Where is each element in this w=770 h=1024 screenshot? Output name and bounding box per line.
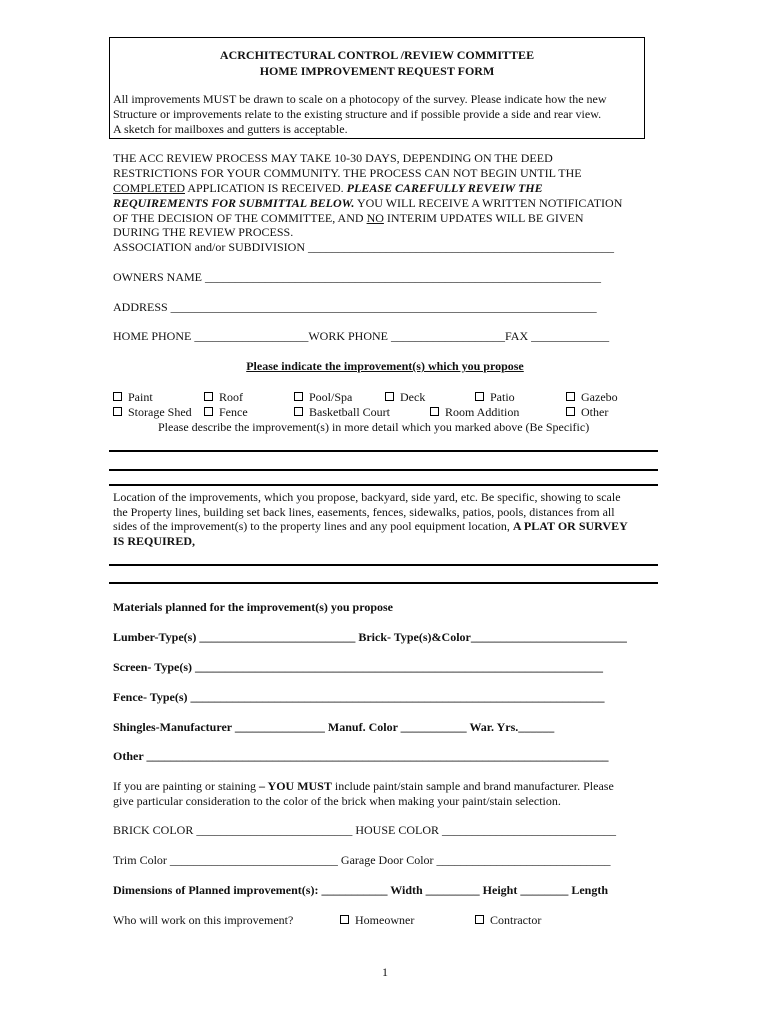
- notice-line1: THE ACC REVIEW PROCESS MAY TAKE 10-30 DAYS, DEPENDING ON THE DEED: [113, 151, 553, 165]
- intro-line1: All improvements MUST be drawn to scale on a photocopy of the survey. Please indicate how the new: [113, 92, 607, 106]
- dimensions-fields[interactable]: Dimensions of Planned improvement(s): ___________ Width _________ Height ________ Length: [113, 883, 609, 897]
- checkbox-icon: [566, 407, 575, 416]
- paint-line1: [113, 779, 614, 794]
- checkbox-icon: [430, 407, 439, 416]
- location-line3: [113, 519, 628, 534]
- checkbox-icon: [113, 392, 122, 401]
- page-number: 1: [382, 965, 388, 979]
- checkbox-label: Room Addition: [445, 405, 520, 419]
- location-line2: the Property lines, building set back lines, easements, fences, sidewalks, patios, pools, distances from all: [113, 505, 615, 519]
- trim-garage-color-fields[interactable]: Trim Color ____________________________ Garage Door Color _____________________________: [113, 853, 611, 867]
- improvements-heading: Please indicate the improvement(s) which you propose: [246, 359, 524, 373]
- screen-field[interactable]: Screen- Type(s) ____________________________________________________________________: [113, 660, 603, 674]
- checkbox-label: Contractor: [490, 913, 542, 927]
- you-must: – YOU MUST: [258, 779, 332, 793]
- notice-completed: COMPLETED: [113, 181, 185, 195]
- description-line-3[interactable]: [109, 484, 658, 486]
- paint-line1-a: If you are painting or staining: [113, 779, 259, 793]
- address-field[interactable]: ADDRESS _______________________________________________________________________: [113, 300, 597, 314]
- location-line3-text: sides of the improvement(s) to the property lines and any pool equipment location,: [113, 519, 513, 533]
- checkbox-storage-shed[interactable]: [113, 405, 192, 420]
- materials-heading: Materials planned for the improvement(s) you propose: [113, 600, 393, 614]
- notice-line6: DURING THE REVIEW PROCESS.: [113, 225, 294, 239]
- notice-line5-a: OF THE DECISION OF THE COMMITTEE, AND: [113, 211, 367, 225]
- checkbox-icon: [294, 407, 303, 416]
- checkbox-patio[interactable]: [475, 390, 515, 405]
- checkbox-icon: [385, 392, 394, 401]
- checkbox-room-addition[interactable]: [430, 405, 519, 420]
- paint-line1-c: include paint/stain sample and brand manufacturer. Please: [331, 779, 614, 793]
- notice-line2: RESTRICTIONS FOR YOUR COMMUNITY. THE PROCESS CAN NOT BEGIN UNTIL THE: [113, 166, 582, 180]
- checkbox-icon: [340, 915, 349, 924]
- describe-instruction: Please describe the improvement(s) in more detail which you marked above (Be Specific): [158, 420, 590, 434]
- plat-survey-required: A PLAT OR SURVEY: [512, 519, 628, 533]
- worker-question: Who will work on this improvement?: [113, 913, 294, 927]
- owners-name-field[interactable]: OWNERS NAME __________________________________________________________________: [113, 270, 601, 284]
- notice-line3: [113, 181, 543, 196]
- checkbox-paint[interactable]: [113, 390, 153, 405]
- checkbox-label: Basketball Court: [309, 405, 390, 419]
- phone-fields[interactable]: HOME PHONE ___________________WORK PHONE ___________________FAX _____________: [113, 329, 610, 343]
- checkbox-icon: [475, 392, 484, 401]
- checkbox-icon: [204, 392, 213, 401]
- lumber-brick-fields[interactable]: Lumber-Type(s) __________________________ Brick- Type(s)&Color__________________________: [113, 630, 627, 644]
- location-line-2[interactable]: [109, 582, 658, 584]
- form-title-line2: HOME IMPROVEMENT REQUEST FORM: [259, 64, 495, 78]
- intro-line3: A sketch for mailboxes and gutters is acceptable.: [113, 122, 348, 136]
- checkbox-label: Patio: [490, 390, 515, 404]
- checkbox-fence[interactable]: [204, 405, 248, 420]
- form-title-line1: ACRCHITECTURAL CONTROL /REVIEW COMMITTEE: [219, 48, 535, 62]
- checkbox-other[interactable]: [566, 405, 608, 420]
- notice-emphasis-1: PLEASE CAREFULLY REVEIW THE: [346, 181, 543, 195]
- checkbox-label: Paint: [128, 390, 153, 404]
- notice-line5: [113, 211, 584, 226]
- fence-field[interactable]: Fence- Type(s) _____________________________________________________________________: [113, 690, 605, 704]
- notice-line4-text: YOU WILL RECEIVE A WRITTEN NOTIFICATION: [354, 196, 623, 210]
- location-line4: IS REQUIRED,: [113, 534, 196, 548]
- intro-line2: Structure or improvements relate to the existing structure and if possible provide a side and rear view.: [113, 107, 602, 121]
- checkbox-roof[interactable]: [204, 390, 243, 405]
- brick-house-color-fields[interactable]: BRICK COLOR __________________________ HOUSE COLOR _____________________________: [113, 823, 617, 837]
- checkbox-icon: [475, 915, 484, 924]
- checkbox-label: Pool/Spa: [309, 390, 353, 404]
- checkbox-label: Fence: [219, 405, 248, 419]
- checkbox-deck[interactable]: [385, 390, 425, 405]
- checkbox-gazebo[interactable]: [566, 390, 618, 405]
- checkbox-homeowner[interactable]: [340, 913, 414, 928]
- notice-line4: [113, 196, 622, 211]
- checkbox-label: Roof: [219, 390, 243, 404]
- paint-line2: give particular consideration to the color of the brick when making your paint/stain selection.: [113, 794, 561, 808]
- checkbox-contractor[interactable]: [475, 913, 541, 928]
- notice-line3-text: APPLICATION IS RECEIVED.: [185, 181, 347, 195]
- association-field[interactable]: ASSOCIATION and/or SUBDIVISION ___________________________________________________: [113, 240, 614, 254]
- checkbox-label: Storage Shed: [128, 405, 192, 419]
- checkbox-label: Homeowner: [355, 913, 415, 927]
- shingles-fields[interactable]: Shingles-Manufacturer _______________ Manuf. Color ___________ War. Yrs.______: [113, 720, 555, 734]
- checkbox-label: Other: [581, 405, 609, 419]
- notice-line5-b: INTERIM UPDATES WILL BE GIVEN: [383, 211, 584, 225]
- checkbox-label: Deck: [400, 390, 426, 404]
- location-line1: Location of the improvements, which you propose, backyard, side yard, etc. Be specific, showing to scale: [113, 490, 621, 504]
- checkbox-label: Gazebo: [581, 390, 618, 404]
- checkbox-icon: [566, 392, 575, 401]
- checkbox-icon: [294, 392, 303, 401]
- notice-emphasis-2: REQUIREMENTS FOR SUBMITTAL BELOW.: [113, 196, 355, 210]
- checkbox-icon: [204, 407, 213, 416]
- checkbox-basketball-court[interactable]: [294, 405, 390, 420]
- location-line-1[interactable]: [109, 564, 658, 566]
- other-field[interactable]: Other _____________________________________________________________________________: [113, 749, 609, 763]
- notice-no: NO: [366, 211, 384, 225]
- checkbox-icon: [113, 407, 122, 416]
- checkbox-pool-spa[interactable]: [294, 390, 352, 405]
- description-line-2[interactable]: [109, 469, 658, 471]
- description-line-1[interactable]: [109, 450, 658, 452]
